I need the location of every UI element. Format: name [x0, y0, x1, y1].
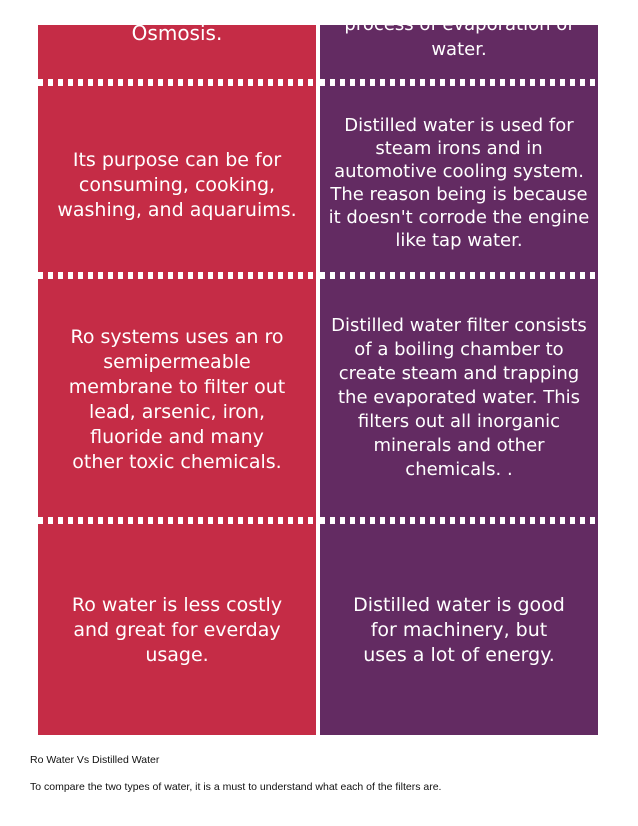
distilled-definition-text: process of evaporation of water. [344, 14, 574, 60]
ro-cell-system [38, 287, 316, 512]
ro-column [38, 20, 316, 735]
ro-definition-text: Osmosis. [131, 20, 223, 45]
ro-cell-purpose [38, 95, 316, 275]
distilled-cell-filter [320, 283, 598, 513]
distilled-uses-text: Distilled water is used for steam irons and in automotive cooling system. The reason being is because it doesn't corrode the engine like tap water. [328, 115, 590, 251]
divider [320, 79, 598, 86]
ro-purpose-text: Its purpose can be for consuming, cooking, washing, and aquaruims. [57, 148, 297, 221]
distilled-cell-uses [320, 93, 598, 273]
ro-system-text: Ro systems uses an ro semipermeable membrane to filter out lead, arsenic, iron, fluoride and many other toxic chemicals. [68, 325, 286, 473]
distilled-column [320, 14, 598, 735]
ro-cell-cost [38, 530, 316, 730]
divider [320, 517, 598, 524]
divider [38, 272, 316, 279]
ro-cell-definition [38, 3, 316, 63]
caption-title: Ro Water Vs Distilled Water [30, 754, 160, 766]
divider [38, 79, 316, 86]
distilled-cell-energy [320, 530, 598, 730]
ro-cost-text: Ro water is less costly and great for everday usage. [71, 593, 283, 666]
distilled-filter-text: Distilled water filter consists of a boiling chamber to create steam and trapping the evaporated water. This filters out all inorganic minerals and other chemicals. . [331, 315, 587, 480]
divider [320, 272, 598, 279]
distilled-energy-text: Distilled water is good for machinery, but uses a lot of energy. [353, 593, 565, 666]
distilled-cell-definition [320, 7, 598, 67]
infographic [38, 14, 598, 735]
divider [38, 517, 316, 524]
caption-body: To compare the two types of water, it is a must to understand what each of the filters are. [30, 781, 442, 793]
